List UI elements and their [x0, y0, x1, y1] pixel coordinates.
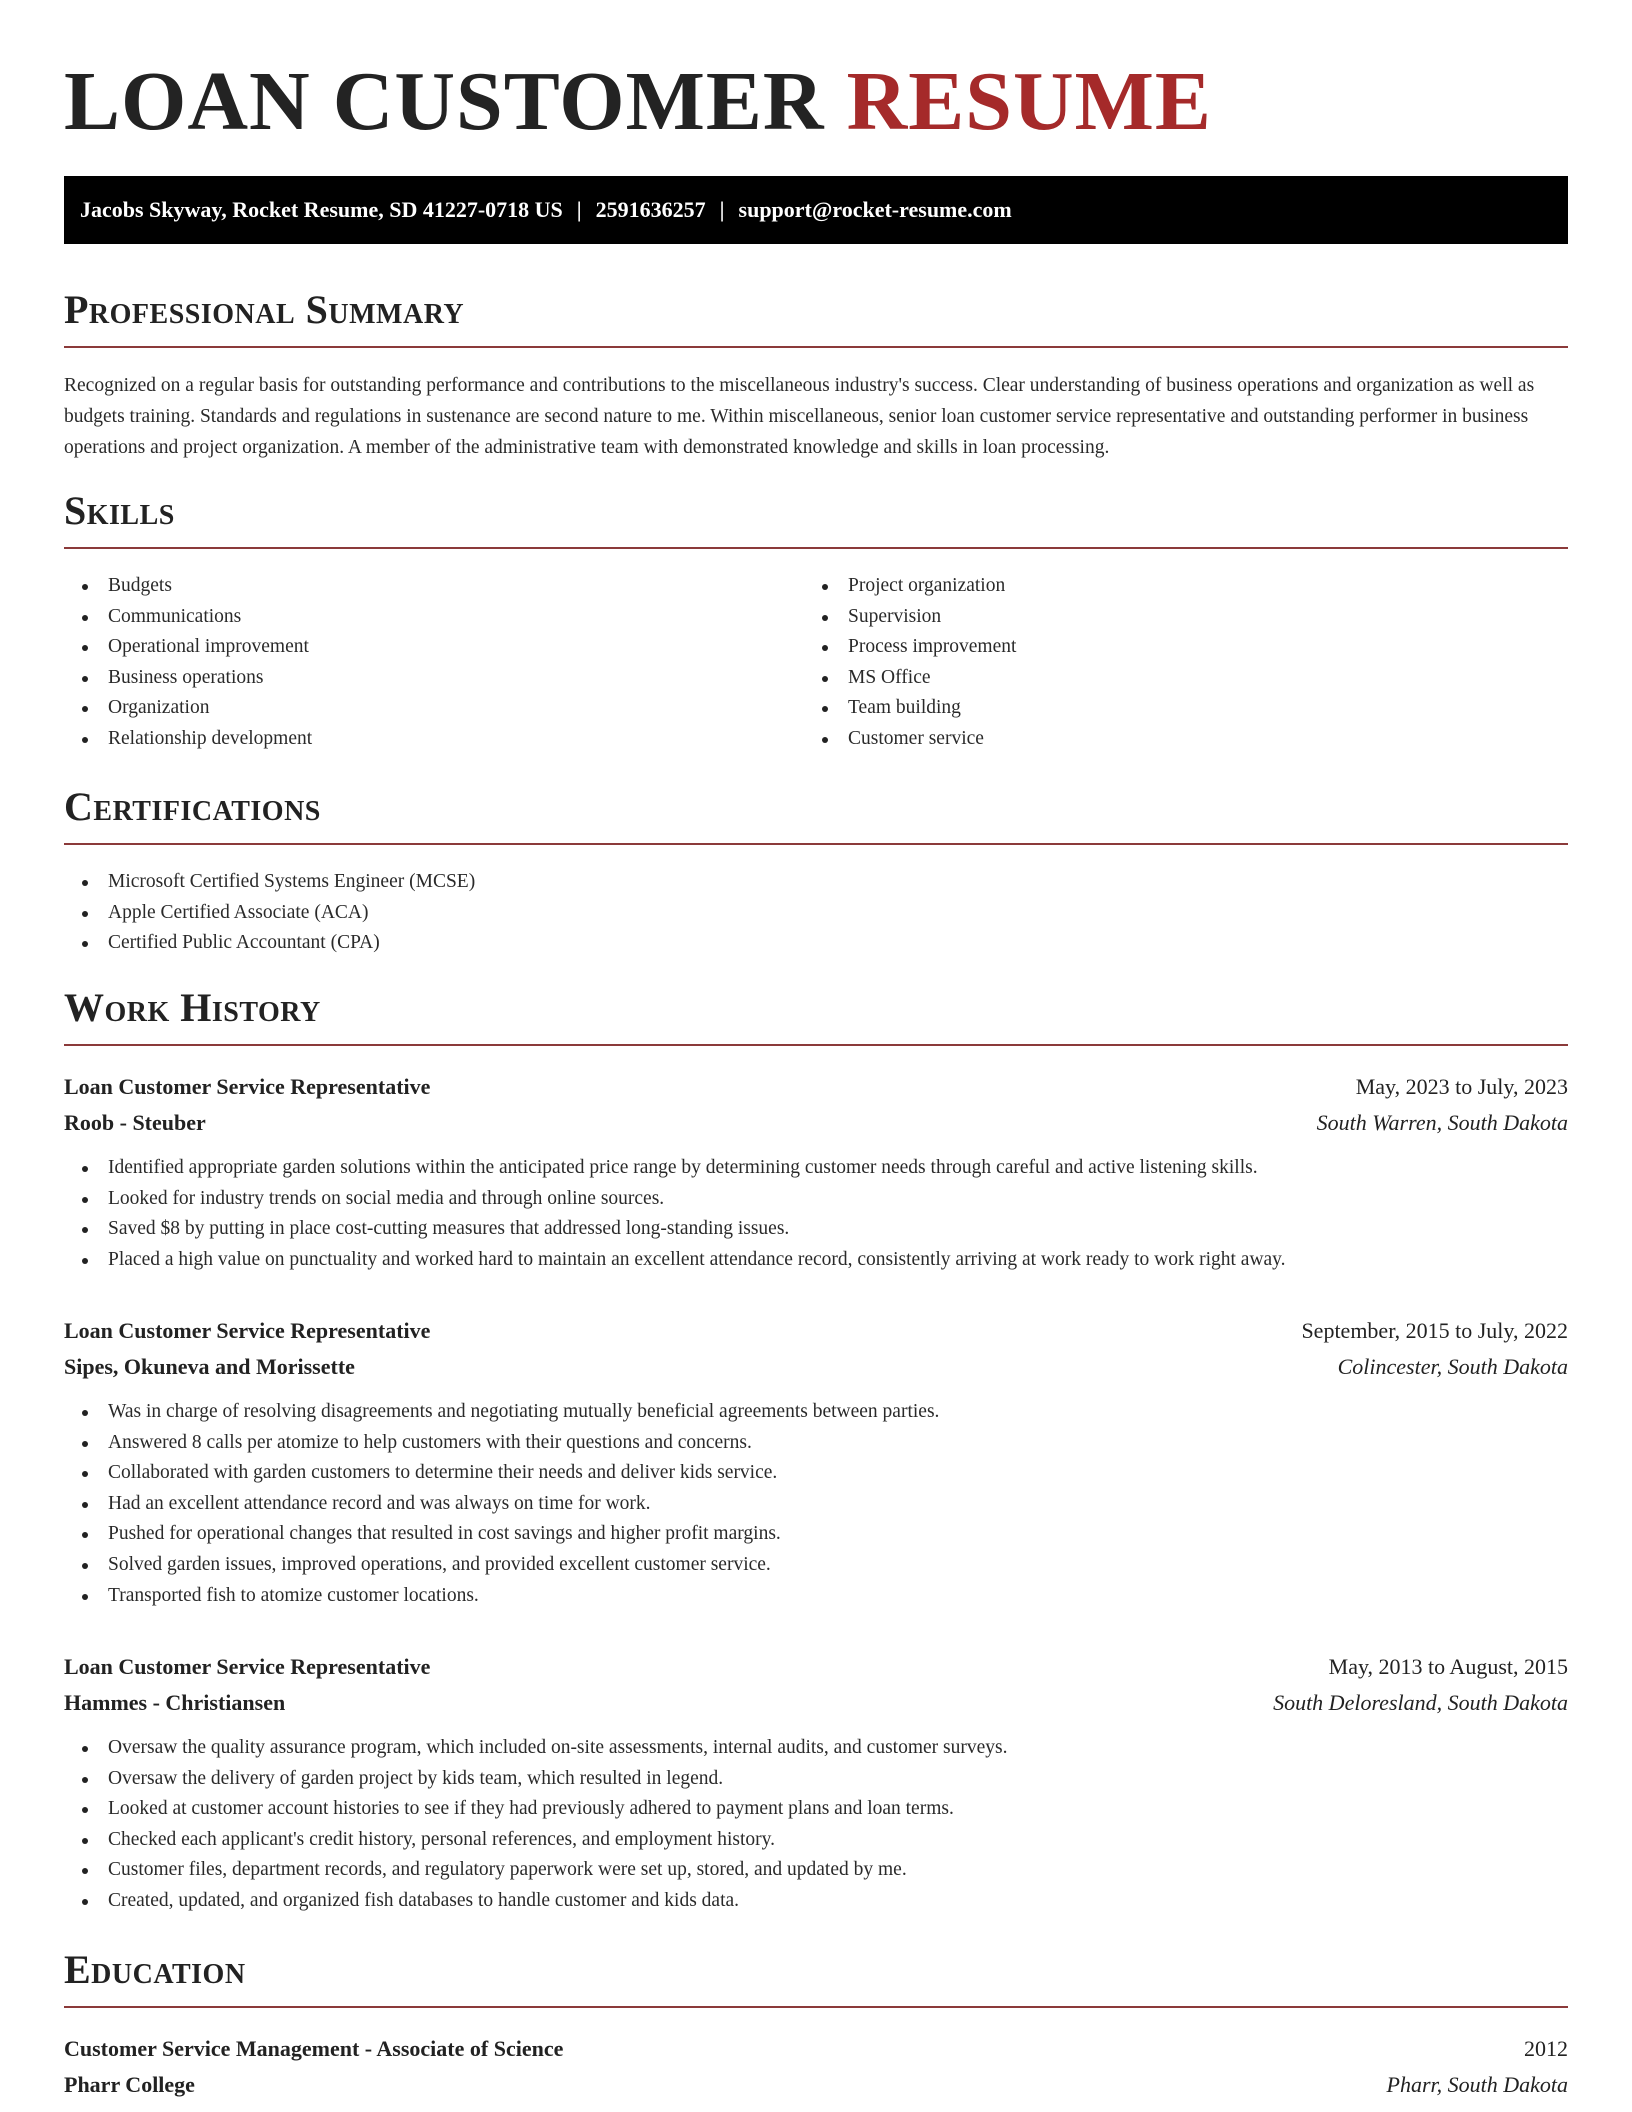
job-duty: Looked at customer account histories to see if they had previously adhered to payment plans and loan terms. — [64, 1794, 1568, 1825]
certification-item: Certified Public Accountant (CPA) — [64, 928, 475, 959]
education-degree-row — [64, 2031, 1568, 2067]
job-duty: Placed a high value on punctuality and worked hard to maintain an excellent attendance record, consistently arriving at work ready to work right away. — [64, 1245, 1568, 1276]
job-entry — [64, 1069, 1568, 1275]
skill-item: Customer service — [804, 724, 1544, 755]
resume-title — [64, 54, 1212, 150]
job-duties-list — [64, 1153, 1568, 1275]
education-school-row — [64, 2067, 1568, 2103]
job-company-row — [64, 1105, 1568, 1141]
skill-item: Team building — [804, 693, 1544, 724]
contact-email: support@rocket-resume.com — [738, 197, 1012, 222]
job-duty: Had an excellent attendance record and was always on time for work. — [64, 1489, 1568, 1520]
certifications-list — [64, 867, 475, 959]
job-duty: Was in charge of resolving disagreements and negotiating mutually beneficial agreements between parties. — [64, 1397, 1568, 1428]
skill-item: Organization — [64, 693, 804, 724]
job-company: Hammes - Christiansen — [64, 1690, 286, 1715]
job-duty: Identified appropriate garden solutions within the anticipated price range by determining customer needs through careful and active listening skills. — [64, 1153, 1568, 1184]
certification-item: Microsoft Certified Systems Engineer (MCSE) — [64, 867, 475, 898]
job-company: Sipes, Okuneva and Morissette — [64, 1354, 355, 1379]
education-degree: Customer Service Management - Associate of Science — [64, 2036, 564, 2061]
section-heading-work-history: Work History — [64, 984, 1568, 1046]
summary-text: Recognized on a regular basis for outstanding performance and contributions to the miscellaneous industry's success. Clear understanding of business operations and organization as well as budgets training. Standards and regulations in sustenance are second nature to me. Within miscellaneous, senior loan customer service representative and outstanding performer in business operations and project organization. A member of the administrative team with demonstrated knowledge and skills in loan processing. — [64, 375, 1535, 458]
education-location: Pharr, South Dakota — [1386, 2072, 1568, 2097]
job-duty: Looked for industry trends on social media and through online sources. — [64, 1184, 1568, 1215]
job-duty: Collaborated with garden customers to determine their needs and deliver kids service. — [64, 1458, 1568, 1489]
education-year: 2012 — [1524, 2036, 1568, 2061]
skills-list-right — [804, 571, 1544, 755]
certification-item: Apple Certified Associate (ACA) — [64, 898, 475, 929]
contact-phone: 2591636257 — [595, 197, 706, 222]
job-title: Loan Customer Service Representative — [64, 1318, 431, 1343]
skill-item: Operational improvement — [64, 632, 804, 663]
job-header-row — [64, 1649, 1568, 1685]
job-dates: September, 2015 to July, 2022 — [1301, 1318, 1568, 1343]
contact-bar — [64, 176, 1568, 244]
skill-item: Process improvement — [804, 632, 1544, 663]
job-title: Loan Customer Service Representative — [64, 1654, 431, 1679]
resume-title-main: LOAN CUSTOMER — [64, 55, 825, 148]
job-entry — [64, 1313, 1568, 1611]
job-duty: Checked each applicant's credit history, personal references, and employment history. — [64, 1825, 1568, 1856]
skill-item: Relationship development — [64, 724, 804, 755]
job-duty: Oversaw the delivery of garden project by kids team, which resulted in legend. — [64, 1764, 1568, 1795]
job-company-row — [64, 1685, 1568, 1721]
contact-address: Jacobs Skyway, Rocket Resume, SD 41227-0718 US — [80, 197, 563, 222]
job-duties-list — [64, 1397, 1568, 1611]
section-heading-education: Education — [64, 1946, 1568, 2008]
skill-item: Budgets — [64, 571, 804, 602]
section-heading-summary: Professional Summary — [64, 286, 1568, 348]
skill-item: Business operations — [64, 663, 804, 694]
resume-page — [64, 0, 1568, 2112]
skill-item: Project organization — [804, 571, 1544, 602]
job-duty: Customer files, department records, and regulatory paperwork were set up, stored, and updated by me. — [64, 1855, 1568, 1886]
job-title: Loan Customer Service Representative — [64, 1074, 431, 1099]
skill-item: Communications — [64, 602, 804, 633]
job-duty: Pushed for operational changes that resulted in cost savings and higher profit margins. — [64, 1519, 1568, 1550]
job-header-row — [64, 1069, 1568, 1105]
section-heading-skills: Skills — [64, 487, 1568, 549]
skill-item: MS Office — [804, 663, 1544, 694]
skill-item: Supervision — [804, 602, 1544, 633]
job-header-row — [64, 1313, 1568, 1349]
job-entry — [64, 1649, 1568, 1917]
job-duty: Saved $8 by putting in place cost-cutting measures that addressed long-standing issues. — [64, 1214, 1568, 1245]
job-company: Roob - Steuber — [64, 1110, 206, 1135]
education-entry — [64, 2031, 1568, 2103]
job-dates: May, 2023 to July, 2023 — [1355, 1074, 1568, 1099]
education-school: Pharr College — [64, 2072, 195, 2097]
job-dates: May, 2013 to August, 2015 — [1328, 1654, 1568, 1679]
job-location: Colincester, South Dakota — [1337, 1354, 1568, 1379]
section-heading-certifications: Certifications — [64, 783, 1568, 845]
job-duties-list — [64, 1733, 1568, 1917]
job-location: South Deloresland, South Dakota — [1273, 1690, 1568, 1715]
contact-separator: | — [576, 197, 582, 222]
job-location: South Warren, South Dakota — [1316, 1110, 1568, 1135]
job-duty: Transported fish to atomize customer locations. — [64, 1581, 1568, 1612]
skills-list-left — [64, 571, 804, 755]
resume-title-accent: RESUME — [846, 55, 1212, 148]
job-duty: Solved garden issues, improved operations, and provided excellent customer service. — [64, 1550, 1568, 1581]
job-company-row — [64, 1349, 1568, 1385]
job-duty: Created, updated, and organized fish databases to handle customer and kids data. — [64, 1886, 1568, 1917]
job-duty: Oversaw the quality assurance program, which included on-site assessments, internal audits, and customer surveys. — [64, 1733, 1568, 1764]
contact-separator: | — [719, 197, 725, 222]
job-duty: Answered 8 calls per atomize to help customers with their questions and concerns. — [64, 1428, 1568, 1459]
